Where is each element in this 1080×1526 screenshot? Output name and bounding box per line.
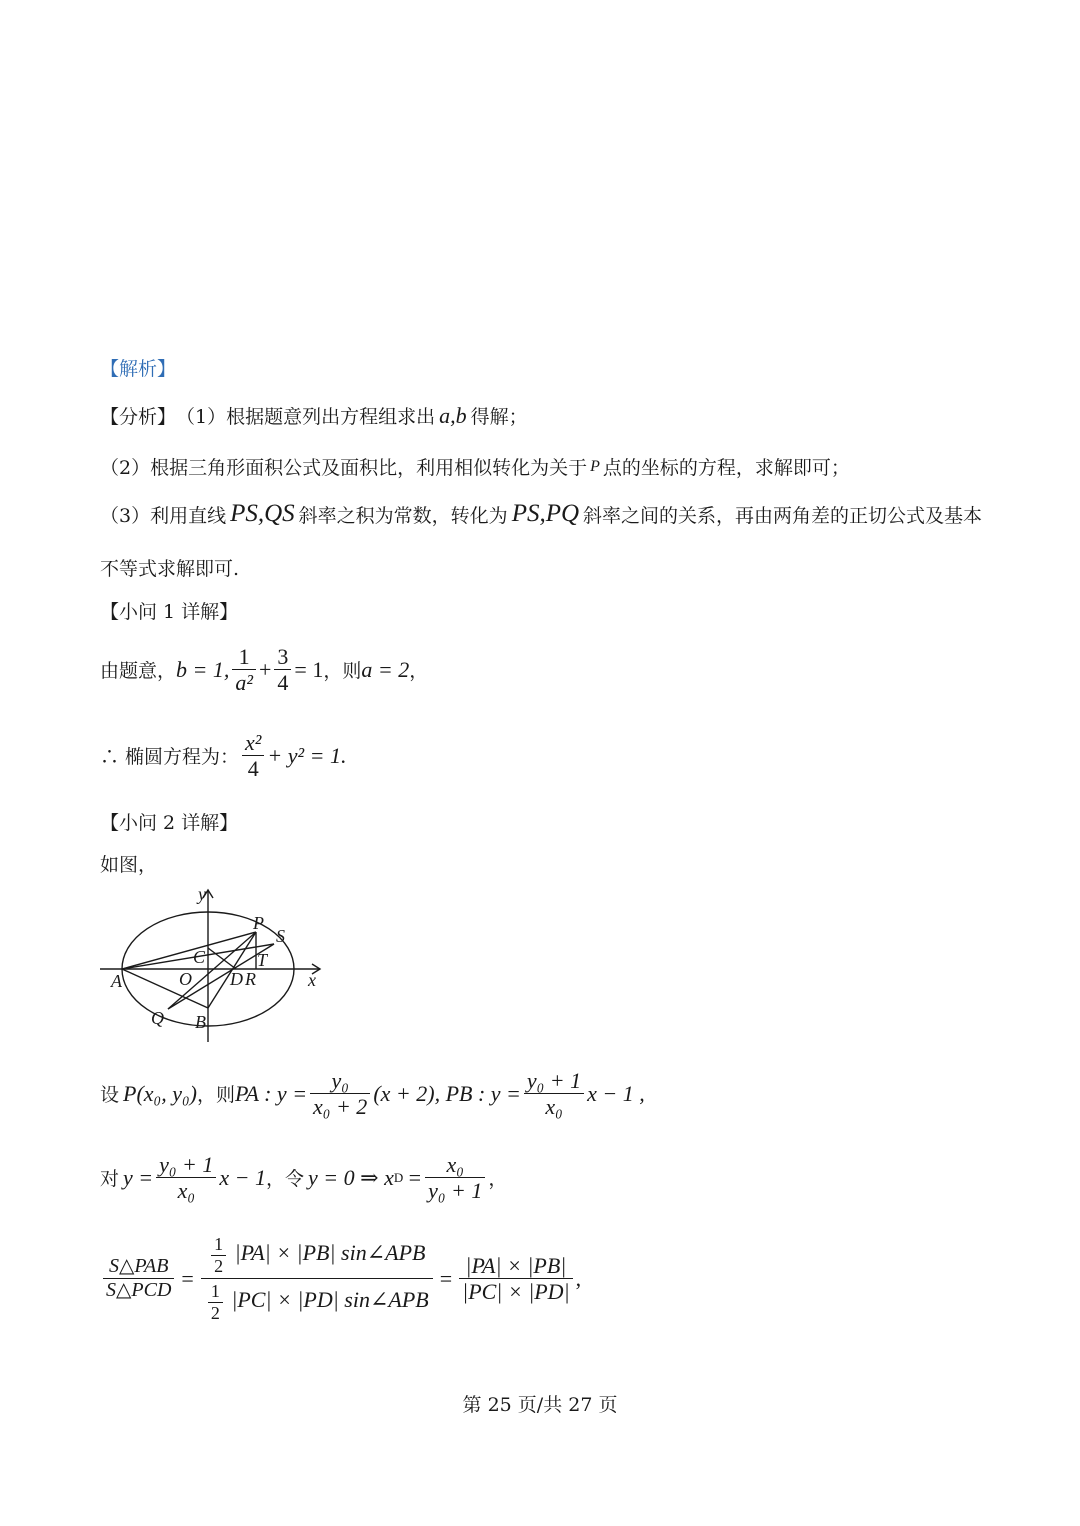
analysis-item-2-math: P [590,457,600,475]
page-footer: 第 25 页/共 27 页 [462,1394,618,1416]
area-bot-expr: |PC| × |PD| sin∠APB [231,1287,429,1313]
analysis-item-1 [100,402,528,429]
part1-frac1-den: a² [235,670,253,696]
part2-dui-num: y₀ + 1 [156,1152,216,1178]
part2-ling-sub: D [393,1169,404,1185]
part1-frac2-num: 3 [274,644,291,670]
part2-set-line [100,1068,645,1120]
area-mid-den-half [208,1281,223,1323]
label-O: O [179,969,192,989]
part2-dui-den: x₀ [177,1178,195,1204]
label-C: C [193,947,206,967]
part2-pb-num: y₀ + 1 [524,1068,584,1094]
label-D: D [230,969,243,989]
part1-b-eq: b = 1, [176,656,230,682]
analysis-item-1-math: a,b [439,402,467,428]
area-lhs-frac [103,1255,174,1302]
part2-ling: ，令 [266,1168,305,1191]
part2-comma: ， [488,1168,508,1191]
half-num-bot: 1 [208,1281,223,1303]
part2-set-pre: 设 [100,1084,120,1107]
half-num-top: 1 [211,1234,226,1256]
part2-pa-label: PA : y = [234,1080,308,1106]
part2-xd-num: x₀ [425,1152,485,1178]
label-A: A [111,971,122,991]
ellipse-figure [96,882,336,1047]
part2-pa-num: y₀ [310,1068,370,1094]
part2-dui-y: y = [123,1164,154,1190]
part2-intro: 如图， [100,854,158,876]
area-mid-frac [201,1232,433,1326]
analysis-item-3-post: 斜率之间的关系，再由两角差的正切公式及基本 [583,504,983,527]
part1-frac3 [242,730,264,782]
analysis-item-3 [100,500,982,528]
part2-dui-tail: x − 1 [219,1164,267,1190]
label-y: y [198,884,206,904]
analysis-label: 【分析】 [100,406,177,428]
part2-ling-eq2: = [407,1164,423,1190]
label-B: B [195,1012,206,1032]
part1-line1-pre: 由题意， [100,660,177,683]
part2-pa-tail: (x + 2), PB : y = [373,1080,521,1106]
analysis-item-3-math1: PS,QS [230,500,295,527]
part2-dui-line [100,1152,507,1204]
label-R: R [245,969,256,989]
part1-frac3-num: x² [242,730,264,756]
part2-area-ratio: $\frac{\text{S△PAB}}{\text{S△PCD}}$ = $\frac{1}{2}$ |PA| × |PB| sin∠APB $\frac{1}{2}$ |PC| × |PD| sin∠APB = $\frac{|PA| \times |PB|}{|PC| \times |PD|}$ , [100,1232,581,1326]
line-AB [122,969,208,1008]
label-x: x [308,970,316,990]
part1-eq1: = 1 [294,656,324,682]
area-mid-den [201,1279,433,1325]
part1-a-eq: a = 2 [361,656,410,682]
analysis-item-3-pre: （3）利用直线 [100,504,227,527]
part1-line1 [100,644,428,696]
part2-dui: 对 [100,1168,120,1191]
part2-xd-den: y₀ + 1 [428,1178,483,1204]
part1-frac2 [274,644,291,696]
analysis-item-2-pre: （2）根据三角形面积公式及面积比，利用相似转化为关于 [100,457,588,479]
area-rhs-num: |PA| × |PB| [459,1253,572,1279]
part1-heading: 【小问 1 详解】 [100,601,239,623]
part2-pb-tail: x − 1 , [587,1080,645,1106]
half-den-top: 2 [214,1255,224,1276]
part1-frac3-den: 4 [247,756,259,782]
part2-pb-frac [524,1068,584,1120]
analysis-item-3-cont: 不等式求解即可. [100,558,240,580]
part1-frac1-num: 1 [232,644,256,670]
part2-pa-frac [310,1068,370,1120]
part2-ling-eq: y = 0 ⇒ x [308,1164,394,1190]
analysis-item-1-pre: （1）根据题意列出方程组求出 [176,406,436,428]
part1-line2 [100,730,346,782]
label-T: T [257,950,268,970]
part2-xd-frac [425,1152,485,1204]
analysis-item-1-post: 得解； [470,406,528,428]
part1-line1-end: ， [409,660,429,683]
half-den-bot: 2 [210,1303,220,1324]
area-rhs-den: |PC| × |PD| [462,1279,570,1305]
part1-line2-post: + y² = 1. [267,742,347,768]
analysis-item-3-math2: PS,PQ [511,500,580,527]
area-lhs-den: S△PCD [106,1279,172,1302]
analysis-item-2 [100,453,850,480]
part2-set-point: P(x₀, y₀) [123,1080,197,1106]
label-Q: Q [151,1008,164,1028]
section-tag: 【解析】 [100,358,177,380]
part2-pa-den: x₀ + 2 [313,1094,368,1120]
area-rhs-frac [459,1253,572,1305]
area-lhs-num: S△PAB [103,1255,174,1279]
part2-pb-den: x₀ [545,1094,563,1120]
part2-heading: 【小问 2 详解】 [100,812,239,834]
analysis-item-3-mid: 斜率之积为常数，转化为 [298,504,508,527]
part2-dui-frac [156,1152,216,1204]
area-mid-num-half [211,1234,226,1276]
area-tail: , [575,1265,582,1291]
area-mid-num [201,1232,433,1279]
label-S: S [276,926,285,946]
part2-set-mid: ，则 [196,1084,235,1107]
part1-frac2-den: 4 [277,670,289,696]
label-P: P [253,913,264,933]
area-top-expr: |PA| × |PB| sin∠APB [234,1240,426,1266]
part1-line2-pre: ∴ 椭圆方程为： [100,746,240,769]
part1-line1-mid: ，则 [323,660,362,683]
part1-frac1 [232,644,256,696]
part1-plus: + [258,656,272,682]
analysis-item-2-post: 点的坐标的方程，求解即可； [602,457,850,479]
